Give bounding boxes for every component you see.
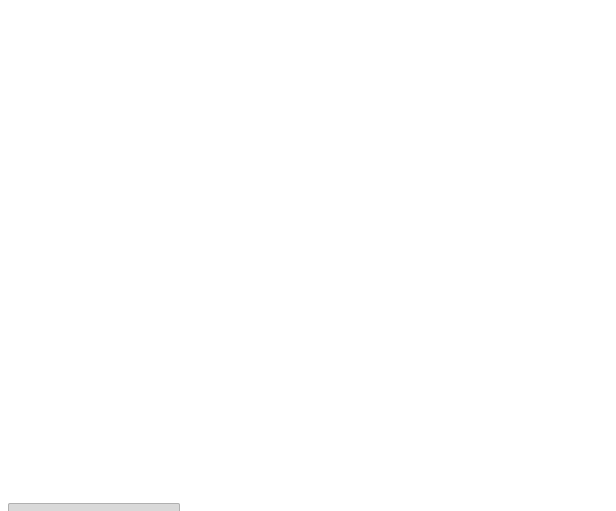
bottom-gray-box: [8, 503, 180, 511]
